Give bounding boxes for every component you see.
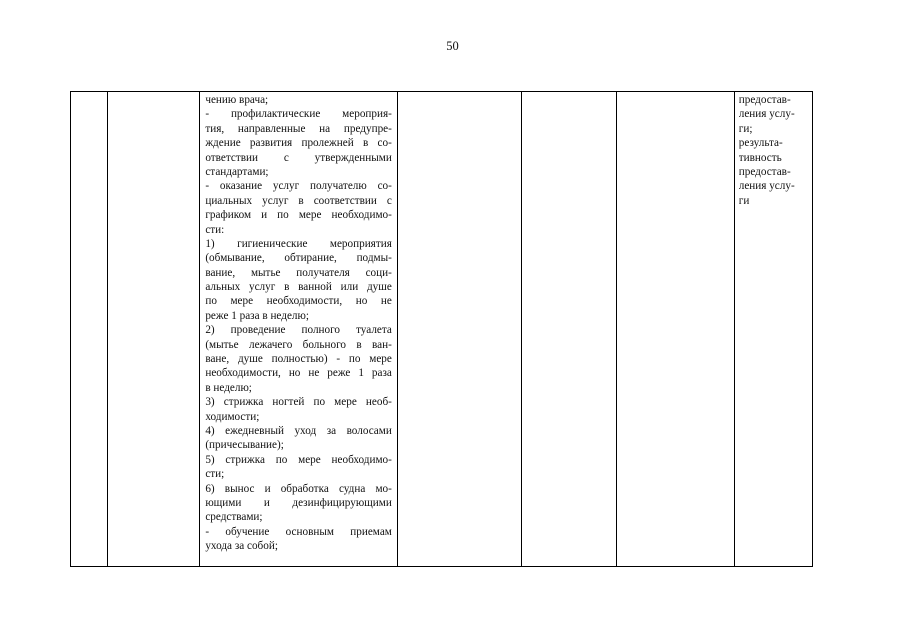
text-line: ходимости; (205, 410, 260, 423)
text-line: (мытье лежачего больного в ван- (205, 338, 392, 351)
text-line: в неделю; (205, 381, 252, 394)
table-cell-number (71, 92, 108, 567)
text-line: тивность (738, 151, 782, 164)
text-line: 1) гигиенические мероприятия (205, 237, 392, 250)
text-line: стандартами; (205, 165, 269, 178)
text-line: 6) вынос и обработка судна мо- (205, 482, 392, 495)
text-line: 2) проведение полного туалета (205, 324, 392, 337)
text-line: ответствии с утвержденными (205, 151, 392, 164)
text-line: вание, мытье получателя соци- (205, 266, 392, 279)
text-line: ления услу- (738, 108, 795, 121)
table-cell-empty-5 (522, 92, 617, 567)
text-line: 5) стрижка по мере необходимо- (205, 453, 392, 466)
text-line: циальных услуг в соответствии с (205, 194, 392, 207)
text-line: графиком и по мере необходимо- (205, 209, 392, 222)
text-line: 3) стрижка ногтей по мере необ- (205, 396, 392, 409)
table-cell-service-description (200, 92, 398, 567)
text-line: результа- (738, 137, 783, 150)
text-line: (причесывание); (205, 439, 284, 452)
table-cell-service-name (108, 92, 200, 567)
text-line: реже 1 раза в неделю; (205, 309, 309, 322)
text-line: сти; (205, 468, 225, 481)
text-line: ги; (738, 122, 753, 135)
table-cell-evaluation (734, 92, 812, 567)
text-line: альных услуг в ванной или душе (205, 281, 392, 294)
text-line: необходимости, но не реже 1 раза (205, 367, 392, 380)
table-cell-empty-4 (397, 92, 521, 567)
text-line: ги (738, 194, 750, 207)
text-line: предостав- (738, 165, 791, 178)
text-line: ющими и дезинфицирующими (205, 496, 392, 509)
table-cell-empty-6 (617, 92, 734, 567)
text-line: сти: (205, 223, 225, 236)
text-line: предостав- (738, 94, 791, 106)
text-line: - оказание услуг получателю со- (205, 180, 392, 193)
text-line: средствами; (205, 511, 263, 524)
text-line: (обмывание, обтирание, подмы- (205, 252, 392, 265)
text-line: - обучение основным приемам (205, 525, 392, 538)
text-line: 4) ежедневный уход за волосами (205, 424, 392, 437)
table-row (71, 92, 813, 567)
page-number: 50 (446, 39, 459, 53)
text-line: по мере необходимости, но не (205, 295, 392, 308)
text-line: - профилактические мероприя- (205, 108, 392, 121)
text-line: тия, направленные на предупре- (205, 122, 392, 135)
services-table (70, 91, 813, 567)
text-line: ване, душе полностью) - по мере (205, 353, 392, 366)
text-line: чению врача; (205, 94, 269, 106)
text-line: ждение развития пролежней в со- (205, 137, 392, 150)
text-line: ухода за собой; (205, 540, 278, 553)
text-line: ления услу- (738, 180, 795, 193)
